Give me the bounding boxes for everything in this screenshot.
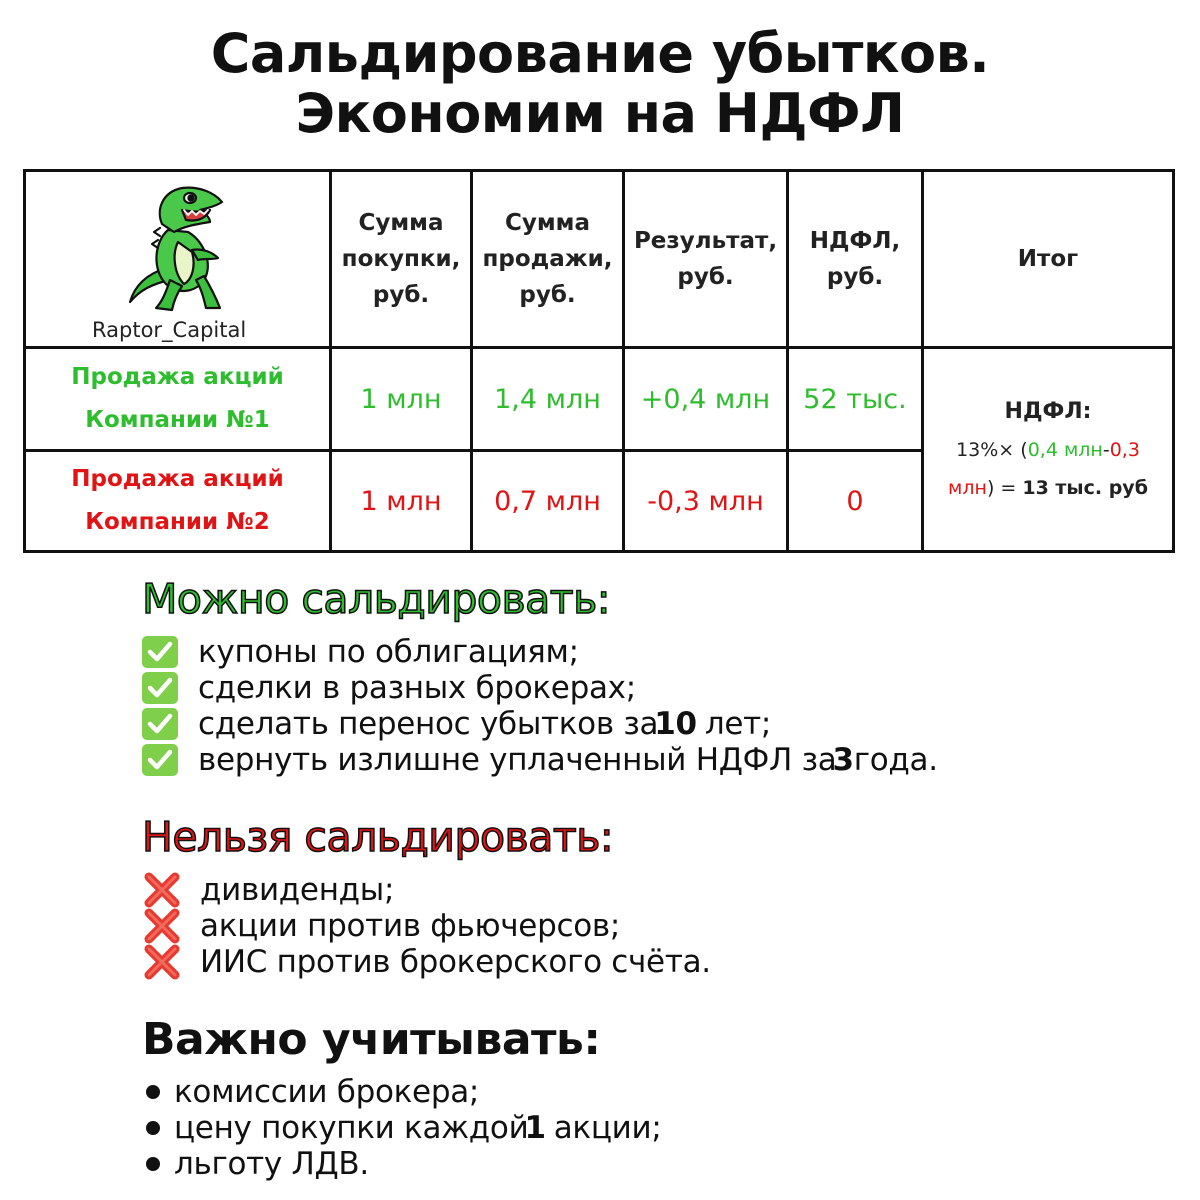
check-mark-icon — [140, 707, 180, 741]
row-label-company-1: Продажа акций Компании №1 — [71, 364, 284, 433]
cross-mark-icon — [140, 872, 184, 908]
important-heading: Важно учитывать: — [142, 1014, 601, 1065]
header-result: Результат, руб. — [633, 228, 778, 290]
bullet-icon — [146, 1157, 160, 1171]
can-heading: Можно сальдировать: — [142, 575, 611, 623]
bullet-icon — [146, 1085, 160, 1099]
green-dinosaur-icon — [126, 180, 236, 316]
header-sale: Сумма продажи, руб. — [482, 210, 613, 308]
can-list — [140, 634, 938, 778]
check-mark-icon — [140, 635, 180, 669]
result-label: НДФЛ: — [1004, 398, 1092, 424]
comparison-table — [23, 169, 1175, 553]
cross-mark-icon — [140, 944, 184, 980]
header-tax: НДФЛ, руб. — [809, 228, 901, 290]
cross-mark-icon — [140, 908, 184, 944]
check-mark-icon — [140, 671, 180, 705]
cannot-heading: Нельзя сальдировать: — [142, 813, 614, 861]
list-item: ИИС против брокерского счёта. — [140, 944, 711, 980]
page-title — [0, 24, 1200, 144]
row1-tax: 52 тыс. — [803, 383, 907, 415]
row-label-company-2: Продажа акций Компании №2 — [71, 466, 284, 535]
list-item: сделки в разных брокерах; — [140, 670, 938, 706]
row1-result: +0,4 млн — [640, 383, 771, 415]
header-total: Итог — [1017, 246, 1079, 272]
header-purchase: Сумма покупки, руб. — [341, 210, 461, 308]
check-mark-icon — [140, 743, 180, 777]
list-item: сделать перенос убытков за 10 лет; — [140, 706, 938, 742]
list-item: акции против фьючерсов; — [140, 908, 711, 944]
row2-purchase: 1 млн — [360, 485, 442, 517]
title-line-1: Сальдирование убытков. — [210, 22, 990, 85]
important-list — [142, 1074, 661, 1182]
list-item: комиссии брокера; — [142, 1074, 661, 1110]
list-item: цену покупки каждой 1 акции; — [142, 1110, 661, 1146]
bullet-icon — [146, 1121, 160, 1135]
list-item: дивиденды; — [140, 872, 711, 908]
row1-purchase: 1 млн — [360, 383, 442, 415]
result-total: 13 тыс. руб — [1022, 476, 1148, 499]
list-item: купоны по облигациям; — [140, 634, 938, 670]
row2-sale: 0,7 млн — [494, 485, 601, 517]
list-item: вернуть излишне уплаченный НДФЛ за 3 года. — [140, 742, 938, 778]
brand-caption: Raptor_Capital — [92, 318, 247, 342]
title-line-2: Экономим на НДФЛ — [295, 82, 905, 145]
cannot-list — [140, 872, 711, 980]
total-result: НДФЛ: 13%× (0,4 млн-0,3 млн) = 13 тыс. руб — [924, 349, 1172, 550]
row1-sale: 1,4 млн — [494, 383, 601, 415]
row2-result: -0,3 млн — [647, 485, 764, 517]
list-item: льготу ЛДВ. — [142, 1146, 661, 1182]
row2-tax: 0 — [846, 485, 864, 517]
